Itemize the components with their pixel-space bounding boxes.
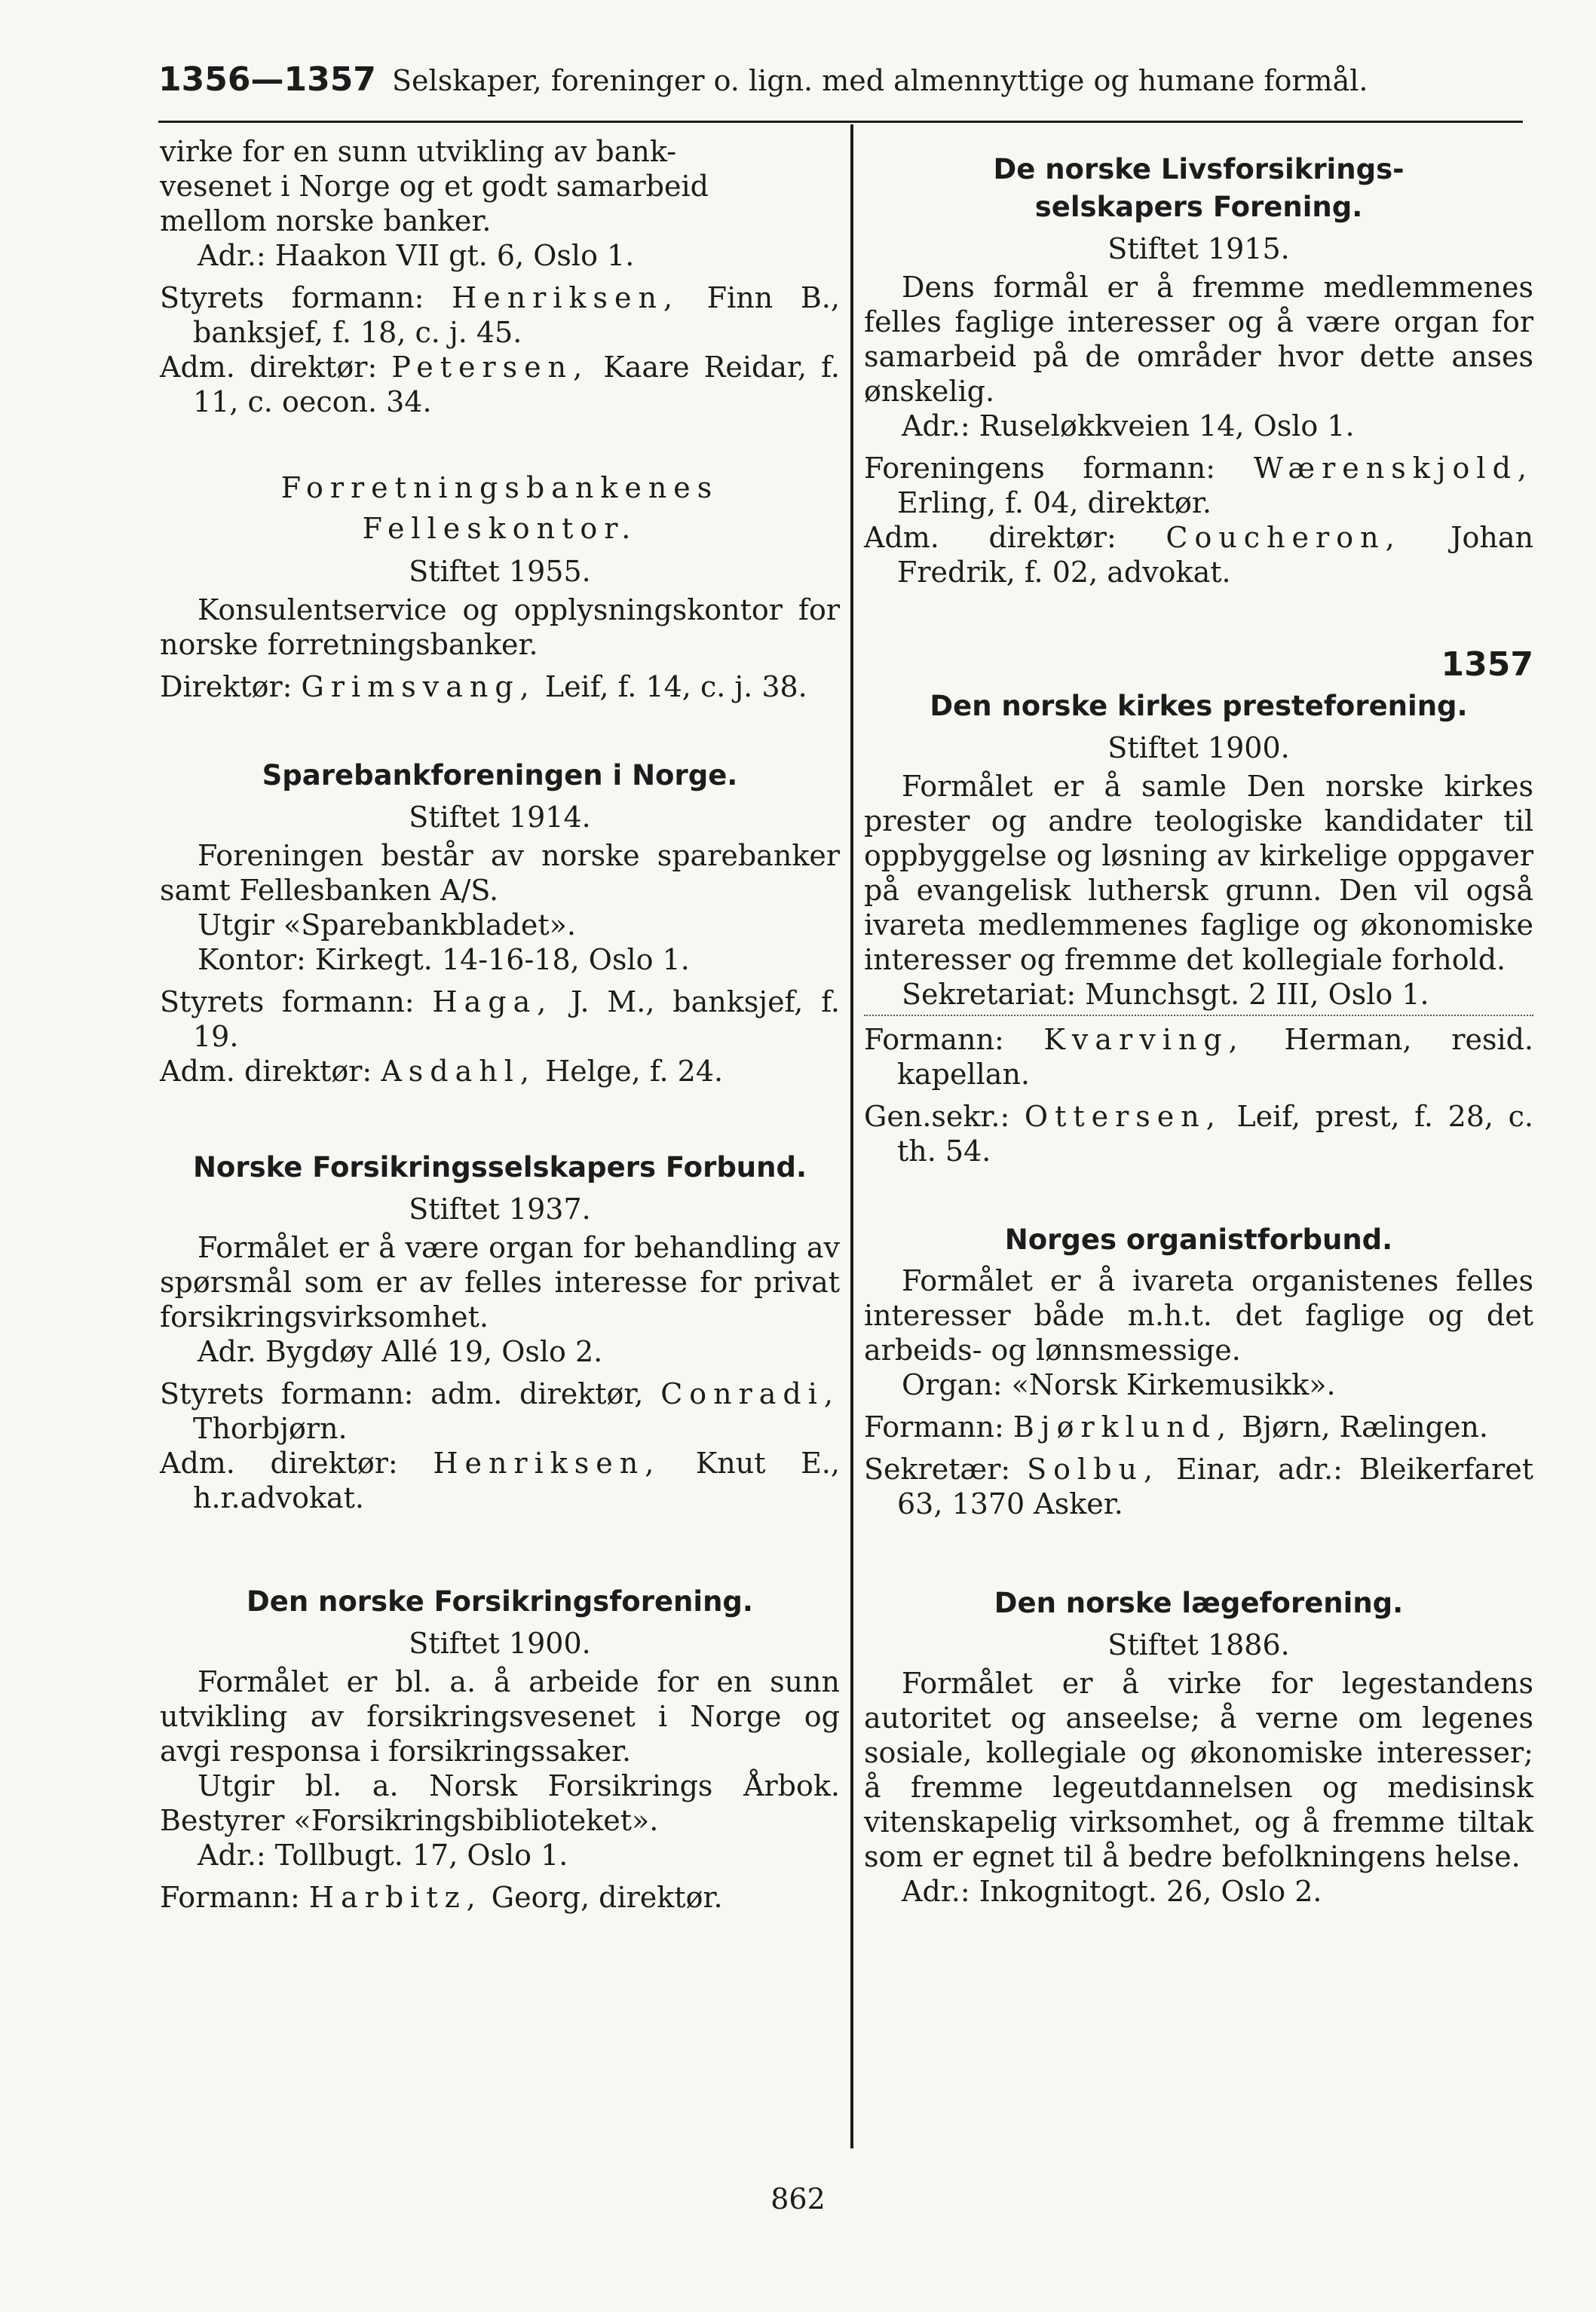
description: Konsulentservice og opplysningskontor for norske forretningsbanker.: [160, 593, 840, 661]
column-divider: [850, 124, 853, 2148]
secretary-line: [864, 1452, 1533, 1521]
entry-sparebankforeningen: [160, 757, 840, 1089]
chair-label: Styrets formann:: [160, 985, 415, 1018]
chair-line: [864, 1410, 1533, 1444]
chair-line: [864, 451, 1533, 520]
description: Formålet er å virke for legestandens autoritet og anseelse; å verne om legenes sosiale, kollegiale og økonomiske interesser; å fremme legeutdannelsen og medisinsk vitenskapelig virksomhet, og å fremme tiltak som er egnet til å bedre befolkningens helse.: [864, 1667, 1533, 1873]
director-name: Petersen,: [391, 351, 590, 384]
publication: Utgir bl. a. Norsk Forsikrings Årbok. Bestyrer «Forsikringsbiblioteket».: [160, 1769, 840, 1837]
chair-name: Haga,: [432, 985, 553, 1018]
entry-title: Den norske lægeforening.: [994, 1587, 1404, 1619]
office: Kontor: Kirkegt. 14-16-18, Oslo 1.: [198, 943, 690, 976]
description: Formålet er å samle Den norske kirkes prester og andre teologiske kandidater til oppbyggelse og løsning av kirkelige oppgaver på evangelisk luthersk grunn. Den vil også ivareta medlemmenes faglige og økonomiske interesser og fremme det kollegiale forhold.: [864, 770, 1533, 976]
entry-title: Sparebankforeningen i Norge.: [262, 759, 738, 792]
continuation-line: mellom norske banker.: [160, 204, 492, 237]
entry-continuation: [160, 134, 840, 419]
chair-label: Styrets formann:: [160, 281, 424, 314]
founded: Stiftet 1915.: [1107, 232, 1290, 265]
founded: Stiftet 1937.: [409, 1193, 591, 1226]
description: Formålet er bl. a. å arbeide for en sunn utvikling av forsikringsvesenet i Norge og avgi responsa i forsikringssaker.: [160, 1665, 840, 1768]
secretary-label: Sekretær:: [864, 1453, 1011, 1486]
chair-details: Bjørn, Rælingen.: [1242, 1410, 1488, 1444]
chair-details: Erling, f. 04, direktør.: [897, 486, 1212, 519]
publication: Utgir «Sparebankbladet».: [198, 908, 576, 942]
entry-title: Den norske Forsikringsforening.: [247, 1585, 753, 1618]
chair-line: [160, 1880, 840, 1915]
page-number: 862: [770, 2182, 826, 2216]
continuation-line: virke for en sunn utvikling av bank-: [160, 135, 677, 168]
chair-name: Henriksen,: [452, 281, 680, 314]
running-header: [158, 60, 1523, 99]
founded: Stiftet 1914.: [409, 801, 591, 834]
founded: Stiftet 1900.: [409, 1627, 591, 1660]
chair-name: Conradi,: [660, 1377, 840, 1410]
director-line: [160, 350, 840, 419]
director-name: Asdahl,: [381, 1055, 536, 1088]
entry-title: Felleskontor.: [362, 512, 638, 545]
description: Formålet er å være organ for behandling av spørsmål som er av felles interesse for privat forsikringsvirksomhet.: [160, 1231, 840, 1334]
address: Adr.: Ruseløkkveien 14, Oslo 1.: [902, 409, 1355, 442]
entry-organistforbund: [864, 1221, 1533, 1521]
description: Formålet er å ivareta organistenes felles interesser både m.h.t. det faglige og det arbeids- og lønnsmessige.: [864, 1264, 1533, 1367]
general-secretary-label: Gen.sekr.:: [864, 1100, 1010, 1133]
chair-line: [160, 1376, 840, 1446]
left-column: [160, 128, 840, 1915]
right-column: [864, 128, 1533, 1909]
address: Adr. Bygdøy Allé 19, Oslo 2.: [198, 1335, 603, 1368]
director-details: Kaare Reidar, f. 11, c. oecon. 34.: [193, 351, 840, 418]
director-line: [160, 1446, 840, 1515]
chair-name: Kvarving,: [1043, 1023, 1245, 1056]
chair-details: Thorbjørn.: [193, 1412, 348, 1445]
header-rule: [158, 121, 1523, 123]
chair-details: Finn B., banksjef, f. 18, c. j. 45.: [193, 281, 840, 349]
entry-forsikringsforening: [160, 1583, 840, 1915]
secretary-name: Solbu,: [1027, 1453, 1160, 1486]
chair-label: Styrets formann: adm. direktør,: [160, 1377, 644, 1410]
secretary-details: Einar, adr.: Bleikerfaret 63, 1370 Asker.: [897, 1453, 1533, 1520]
section-number: 1357: [1441, 645, 1533, 684]
chair-details: Herman, resid. kapellan.: [897, 1023, 1533, 1091]
address: Adr.: Inkognitogt. 26, Oslo 2.: [902, 1875, 1322, 1908]
chair-line: [160, 985, 840, 1054]
chair-details: Georg, direktør.: [491, 1881, 723, 1914]
director-details: Leif, f. 14, c. j. 38.: [544, 670, 807, 703]
director-details: Knut E., h.r.advokat.: [193, 1447, 840, 1514]
chair-name: Harbitz,: [308, 1881, 482, 1914]
general-secretary-line: [864, 1099, 1533, 1168]
director-label: Adm. direktør:: [864, 521, 1117, 554]
director-line: [160, 669, 840, 704]
founded: Stiftet 1955.: [409, 555, 591, 588]
entry-title: Norges organistforbund.: [1004, 1223, 1393, 1256]
director-label: Direktør:: [160, 670, 293, 703]
entry-title: Den norske kirkes presteforening.: [930, 690, 1468, 722]
entry-livsforsikrings: [864, 151, 1533, 589]
header-page-range: 1356—1357: [158, 60, 376, 99]
general-secretary-name: Ottersen,: [1024, 1100, 1222, 1133]
director-details: Helge, f. 24.: [545, 1055, 724, 1088]
director-name: Grimsvang,: [301, 670, 536, 703]
director-line: [864, 520, 1533, 589]
director-name: Coucheron,: [1166, 521, 1401, 554]
dotted-rule: [864, 1015, 1533, 1016]
chair-name: Wærenskjold,: [1253, 452, 1533, 485]
chair-label: Formann:: [864, 1023, 1004, 1056]
entry-title: Norske Forsikringsselskapers Forbund.: [192, 1151, 807, 1184]
chair-line: [160, 280, 840, 350]
entry-laegeforening: [864, 1585, 1533, 1909]
chair-label: Foreningens formann:: [864, 452, 1216, 485]
entry-forretningsbankenes: [160, 467, 840, 704]
entry-title: De norske Livsforsikrings-: [993, 153, 1405, 185]
director-label: Adm. direktør:: [160, 351, 378, 384]
chair-line: [864, 1022, 1533, 1092]
publication: Organ: «Norsk Kirkemusikk».: [902, 1368, 1336, 1401]
entry-forsikringsselskapers-forbund: [160, 1149, 840, 1515]
continuation-line: vesenet i Norge og et godt samarbeid: [160, 170, 709, 203]
address: Adr.: Tollbugt. 17, Oslo 1.: [198, 1839, 568, 1872]
founded: Stiftet 1886.: [1107, 1628, 1290, 1661]
address: Adr.: Haakon VII gt. 6, Oslo 1.: [198, 239, 635, 272]
entry-title: Forretningsbankenes: [280, 471, 719, 504]
chair-label: Formann:: [160, 1881, 300, 1914]
founded: Stiftet 1900.: [1107, 731, 1290, 764]
secretariat: Sekretariat: Munchsgt. 2 III, Oslo 1.: [902, 978, 1429, 1011]
director-name: Henriksen,: [433, 1447, 661, 1480]
general-secretary-details: Leif, prest, f. 28, c. th. 54.: [897, 1100, 1533, 1168]
header-title: Selskaper, foreninger o. lign. med almennyttige og humane formål.: [392, 64, 1368, 97]
director-line: [160, 1054, 840, 1089]
description: Dens formål er å fremme medlemmenes felles faglige interesser og å være organ for samarbeid på de områder hvor dette anses ønskelig.: [864, 271, 1533, 408]
entry-title: selskapers Forening.: [1034, 191, 1363, 223]
chair-details: J. M., banksjef, f. 19.: [193, 985, 840, 1053]
chair-name: Bjørklund,: [1012, 1410, 1233, 1444]
chair-label: Formann:: [864, 1410, 1004, 1444]
director-details: Johan Fredrik, f. 02, advokat.: [897, 521, 1533, 589]
director-label: Adm. direktør:: [160, 1447, 398, 1480]
entry-presteforening: [864, 687, 1533, 1168]
description: Foreningen består av norske sparebanker samt Fellesbanken A/S.: [160, 839, 840, 907]
director-label: Adm. direktør:: [160, 1055, 372, 1088]
